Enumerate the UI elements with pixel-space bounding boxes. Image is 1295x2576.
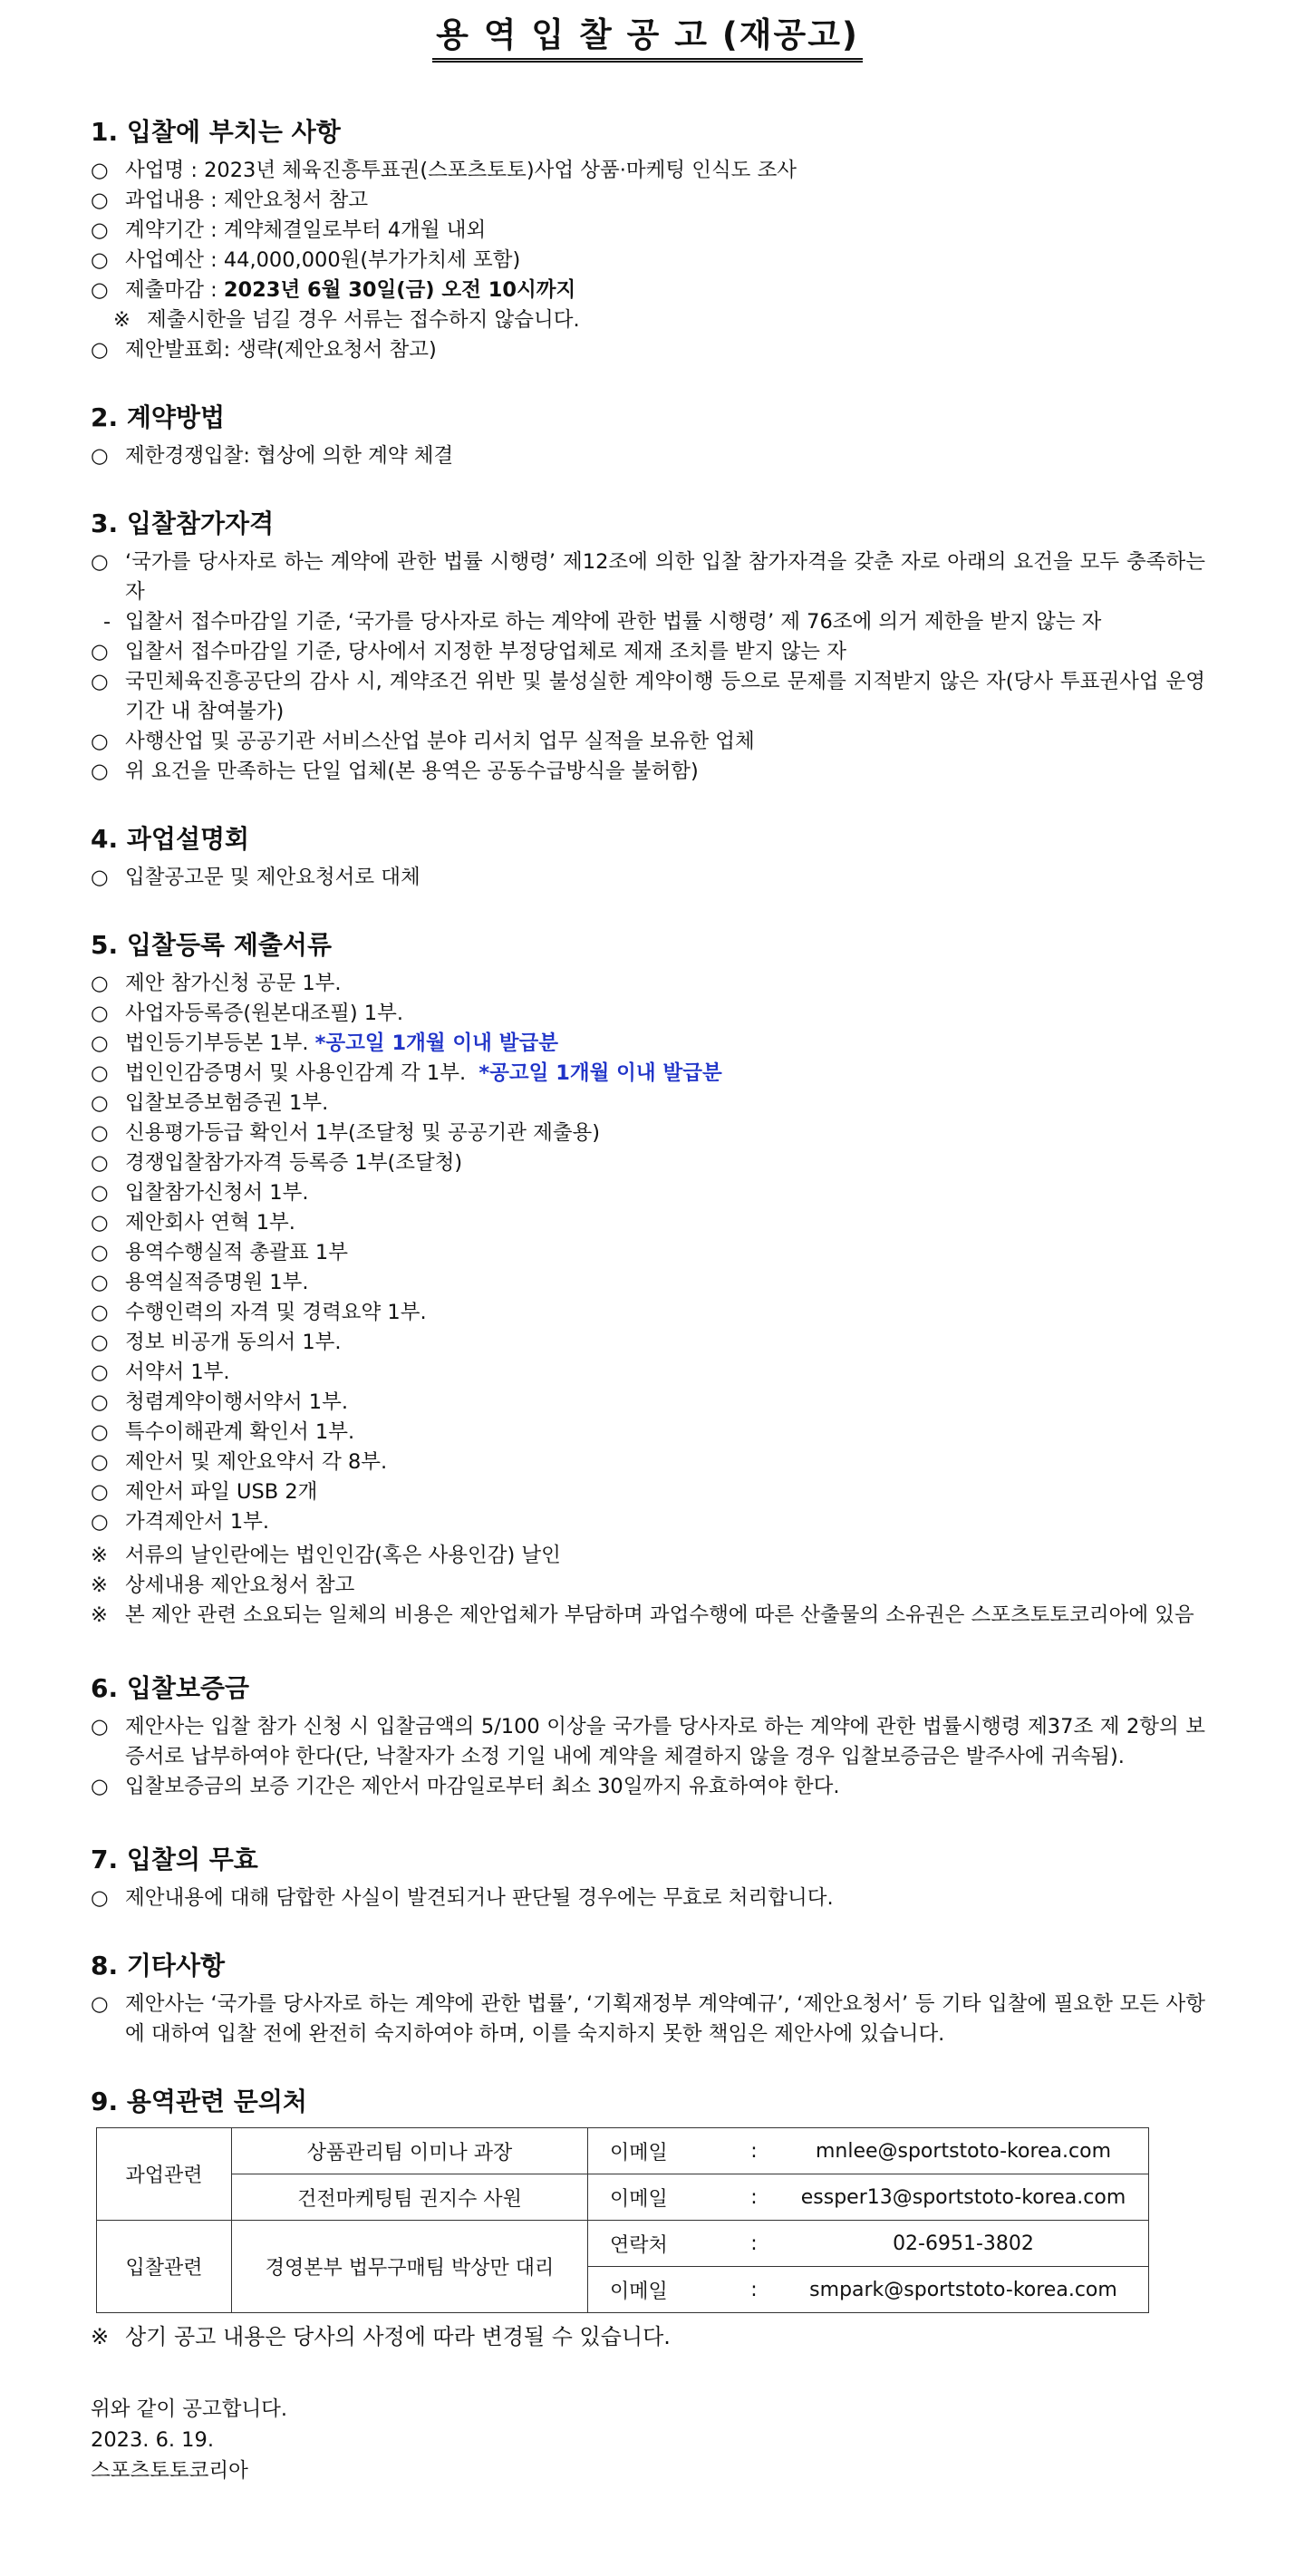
list-item: ○ 제안사는 ‘국가를 당사자로 하는 계약에 관한 법률’, ‘기획재정부 계약예규’, ‘제안요청서’ 등 기타 입찰에 필요한 모든 사항에 대하여 입찰 전에 완전히 숙지하여야 하며, 이를 숙지하지 못한 책임은 제안사에 있습니다. — [91, 1992, 1205, 2046]
list-item: ○ 국민체육진흥공단의 감사 시, 계약조건 위반 및 불성실한 계약이행 등으로 문제를 지적받지 않은 자(당사 투표권사업 운영기간 내 참여불가) — [91, 670, 1205, 723]
list-item: ○ 계약기간 : 계약체결일로부터 4개월 내외 — [91, 218, 487, 242]
list-item: ○ 정보 비공개 동의서 1부. — [91, 1331, 342, 1354]
list-item: ○ 특수이해관계 확인서 1부. — [91, 1420, 355, 1444]
contact-person: 건전마케팅팀 권지수 사원 — [232, 2174, 588, 2221]
section-heading-9: 9. 용역관련 문의처 — [91, 2087, 307, 2116]
list-item: ○ 제안 참가신청 공문 1부. — [91, 972, 342, 995]
footer-company: 스포츠토토코리아 — [91, 2459, 248, 2483]
section-heading-5: 5. 입찰등록 제출서류 — [91, 930, 333, 960]
list-subitem: - 입찰서 접수마감일 기준, ‘국가를 당사자로 하는 계약에 관한 법률 시행령’ 제 76조에 의거 제한을 받지 않는 자 — [103, 610, 1102, 634]
list-item: ○ 서약서 1부. — [91, 1361, 230, 1384]
contact-separator: : — [730, 2267, 778, 2313]
list-item: ○ 경쟁입찰참가자격 등록증 1부(조달청) — [91, 1151, 463, 1175]
list-item: ○ 용역실적증명원 1부. — [91, 1271, 309, 1294]
section-heading-6: 6. 입찰보증금 — [91, 1673, 250, 1703]
group-label: 입찰관련 — [97, 2221, 232, 2313]
contact-separator: : — [730, 2128, 778, 2174]
list-item: ○ 입찰서 접수마감일 기준, 당사에서 지정한 부정당업체로 제재 조치를 받지 않는 자 — [91, 640, 846, 663]
list-item: ○ 사업자등록증(원본대조필) 1부. — [91, 1002, 403, 1025]
list-item: ○ 입찰보증금의 보증 기간은 제안서 마감일로부터 최소 30일까지 유효하여야 한다. — [91, 1775, 840, 1798]
issue-note: *공고일 1개월 이내 발급분 — [314, 1031, 558, 1055]
contact-phone: 02-6951-3802 — [778, 2221, 1149, 2267]
contact-email-link[interactable]: mnlee@sportstoto-korea.com — [778, 2128, 1149, 2174]
list-item: ○ 사행산업 및 공공기관 서비스산업 분야 리서치 업무 실적을 보유한 업체 — [91, 730, 755, 753]
list-item: ○ 과업내용 : 제안요청서 참고 — [91, 189, 369, 212]
section-heading-8: 8. 기타사항 — [91, 1951, 226, 1980]
list-item: ○ 사업예산 : 44,000,000원(부가가치세 포함) — [91, 248, 521, 272]
list-item: ○ 제안발표회: 생략(제안요청서 참고) — [91, 338, 437, 362]
list-item: ○ 사업명 : 2023년 체육진흥투표권(스포츠토토)사업 상품·마케팅 인식도 조사 — [91, 159, 797, 182]
section-heading-2: 2. 계약방법 — [91, 402, 226, 432]
list-item: ○ 제안서 및 제안요약서 각 8부. — [91, 1450, 388, 1474]
group-label: 과업관련 — [97, 2128, 232, 2221]
list-item: ○ 제안회사 연혁 1부. — [91, 1211, 295, 1235]
list-item: ○ 수행인력의 자격 및 경력요약 1부. — [91, 1301, 427, 1324]
contact-email-link[interactable]: smpark@sportstoto-korea.com — [778, 2267, 1149, 2313]
list-item: ○ 법인인감증명서 및 사용인감계 각 1부. *공고일 1개월 이내 발급분 — [91, 1061, 722, 1085]
contact-type: 이메일 — [588, 2128, 730, 2174]
contact-person: 상품관리팀 이미나 과장 — [232, 2128, 588, 2174]
list-item: ○ 청렴계약이행서약서 1부. — [91, 1390, 348, 1414]
list-item: ○ 제안서 파일 USB 2개 — [91, 1480, 318, 1504]
list-item: ○ 신용평가등급 확인서 1부(조달청 및 공공기관 제출용) — [91, 1121, 601, 1145]
section-heading-7: 7. 입찰의 무효 — [91, 1845, 258, 1874]
section-heading-1: 1. 입찰에 부치는 사항 — [91, 117, 341, 147]
list-item: ○ 제한경쟁입찰: 협상에 의한 계약 체결 — [91, 444, 454, 468]
list-item: ○ ‘국가를 당사자로 하는 계약에 관한 법률 시행령’ 제12조에 의한 입찰 참가자격을 갖춘 자로 아래의 요건을 모두 충족하는 자 — [91, 550, 1205, 604]
list-item: ○ 가격제안서 1부. — [91, 1510, 270, 1534]
section-heading-3: 3. 입찰참가자격 — [91, 508, 275, 538]
contact-separator: : — [730, 2221, 778, 2267]
reference-note: ※ 상세내용 제안요청서 참고 — [91, 1574, 355, 1597]
closing-note: ※ 상기 공고 내용은 당사의 사정에 따라 변경될 수 있습니다. — [91, 2324, 671, 2349]
table-row — [97, 2128, 1149, 2174]
contact-type: 이메일 — [588, 2174, 730, 2221]
deadline-note: ※ 제출시한을 넘길 경우 서류는 접수하지 않습니다. — [113, 308, 580, 332]
list-item: ○ 입찰보증보험증권 1부. — [91, 1091, 329, 1115]
reference-note: ※ 서류의 날인란에는 법인인감(혹은 사용인감) 날인 — [91, 1544, 561, 1567]
document-body — [91, 114, 1205, 2486]
contact-type: 연락처 — [588, 2221, 730, 2267]
deadline-item: ○ 제출마감 : 2023년 6월 30일(금) 오전 10시까지 — [91, 278, 576, 302]
contact-table — [96, 2127, 1149, 2313]
list-item: ○ 제안내용에 대해 담합한 사실이 발견되거나 판단될 경우에는 무효로 처리합니다. — [91, 1886, 834, 1910]
list-item: ○ 용역수행실적 총괄표 1부 — [91, 1241, 348, 1264]
deadline-date: 2023년 6월 30일(금) 오전 10시까지 — [223, 278, 576, 302]
reference-note: ※ 본 제안 관련 소요되는 일체의 비용은 제안업체가 부담하며 과업수행에 따른 산출물의 소유권은 스포츠토토코리아에 있음 — [91, 1603, 1194, 1627]
table-row — [97, 2221, 1149, 2267]
list-item: ○ 법인등기부등본 1부. *공고일 1개월 이내 발급분 — [91, 1031, 558, 1055]
footer-statement: 위와 같이 공고합니다. — [91, 2397, 288, 2421]
contact-email-link[interactable]: essper13@sportstoto-korea.com — [778, 2174, 1149, 2221]
contact-separator: : — [730, 2174, 778, 2221]
issue-note: *공고일 1개월 이내 발급분 — [478, 1061, 722, 1085]
list-item: ○ 제안사는 입찰 참가 신청 시 입찰금액의 5/100 이상을 국가를 당사자로 하는 계약에 관한 법률시행령 제37조 제 2항의 보증서로 납부하여야 한다(단, 낙찰자가 소정 기일 내에 계약을 체결하지 않을 경우 입찰보증금은 발주사에 귀속됨). — [91, 1715, 1205, 1768]
list-item: ○ 입찰공고문 및 제안요청서로 대체 — [91, 866, 420, 889]
contact-type: 이메일 — [588, 2267, 730, 2313]
list-item: ○ 위 요건을 만족하는 단일 업체(본 용역은 공동수급방식을 불허함) — [91, 760, 699, 783]
footer-date: 2023. 6. 19. — [91, 2428, 214, 2452]
list-item: ○ 입찰참가신청서 1부. — [91, 1181, 309, 1205]
document-title: 용 역 입 찰 공 고 (재공고) — [0, 7, 1295, 63]
table-row — [97, 2174, 1149, 2221]
contact-person: 경영본부 법무구매팀 박상만 대리 — [232, 2221, 588, 2313]
section-heading-4: 4. 과업설명회 — [91, 824, 250, 854]
